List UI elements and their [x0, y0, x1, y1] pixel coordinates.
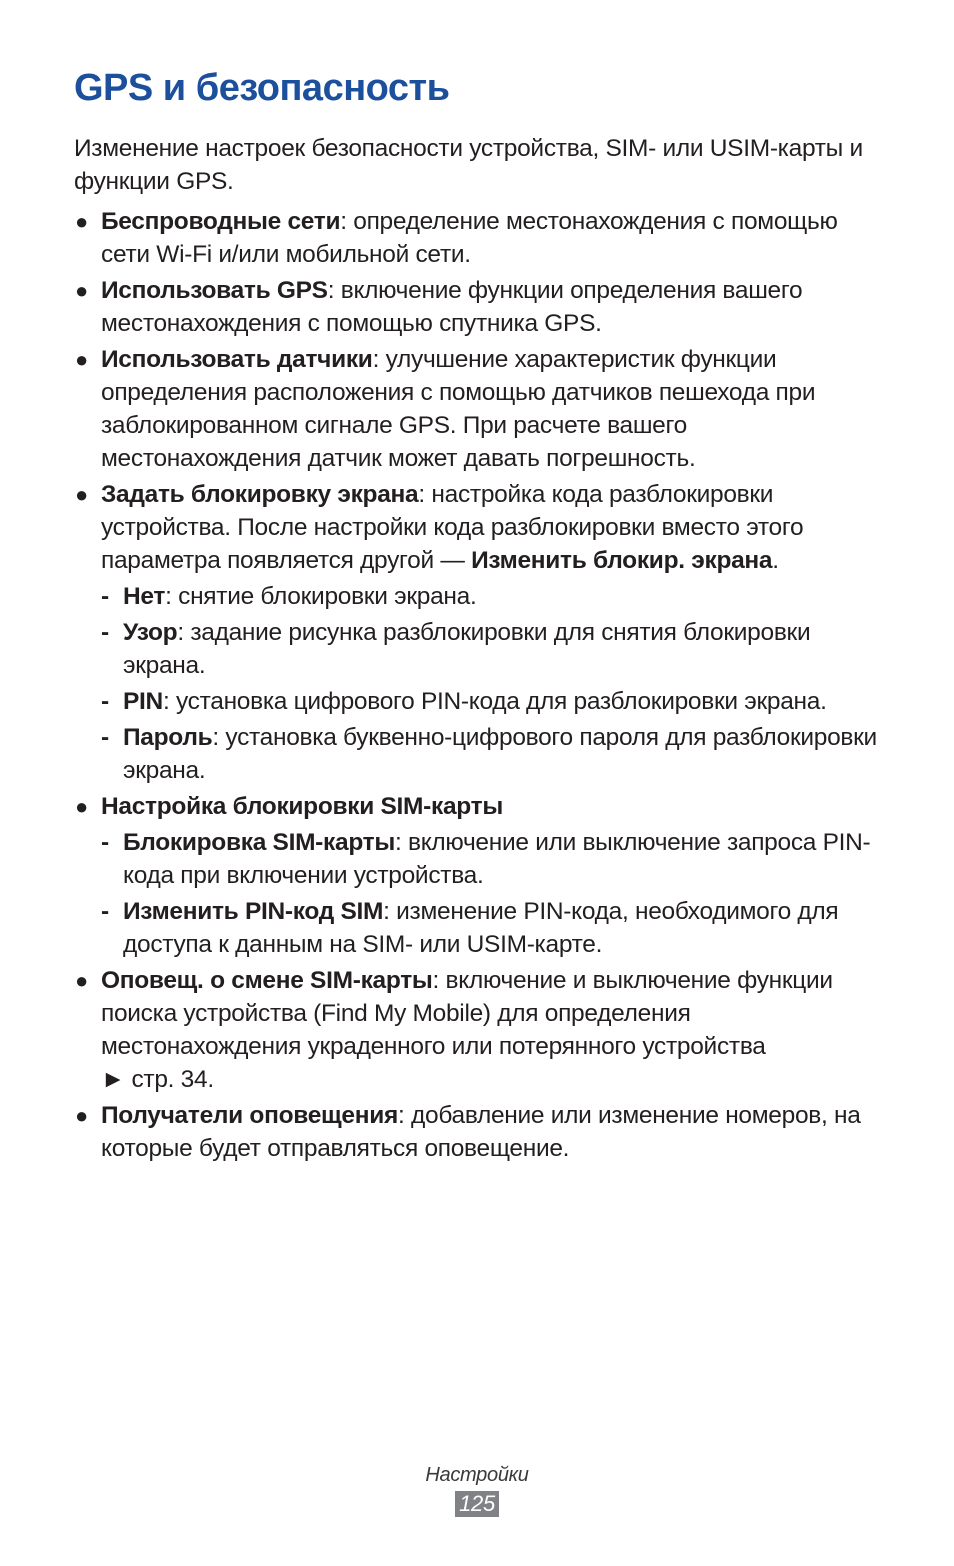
- sub-item-desc: : установка буквенно-цифрового пароля для разблокировки экрана.: [123, 723, 877, 784]
- sub-item-desc: : включение или выключение запроса PIN-кода при включении устройства.: [123, 828, 871, 889]
- page-footer: [0, 1462, 954, 1517]
- page-number: 125: [455, 1491, 499, 1517]
- item-term: Беспроводные сети: [101, 207, 341, 235]
- dash-icon: -: [101, 828, 109, 856]
- sub-item-desc: : задание рисунка разблокировки для снятия блокировки экрана.: [123, 618, 811, 679]
- item-term: Задать блокировку экрана: [101, 480, 419, 508]
- intro-paragraph: Изменение настроек безопасности устройства, SIM- или USIM-карты и функции GPS.: [74, 134, 863, 195]
- bullet-icon: ●: [75, 208, 88, 234]
- page-title: GPS и безопасность: [74, 67, 450, 109]
- dash-icon: -: [101, 618, 109, 646]
- sub-item-sim-lock: [101, 826, 884, 892]
- item-desc: : определение местонахождения с помощью сети Wi-Fi и/или мобильной сети.: [101, 207, 838, 268]
- item-desc: : улучшение характеристик функции определения расположения с помощью датчиков пешехода при заблокированном сигнале GPS. При расчете вашего местонахождения датчик может давать погрешность.: [101, 345, 816, 472]
- list-item-sim-change-alert: [74, 964, 884, 1096]
- item-desc-bold: Изменить блокир. экрана: [471, 546, 773, 574]
- dash-icon: -: [101, 897, 109, 925]
- list-item-alert-recipients: [74, 1099, 884, 1165]
- sub-item-term: Блокировка SIM-карты: [123, 828, 395, 856]
- item-term: Оповещ. о смене SIM-карты: [101, 966, 433, 994]
- sub-item-pin: [101, 685, 884, 718]
- item-term: Использовать GPS: [101, 276, 328, 304]
- settings-list: [74, 205, 884, 1165]
- footer-section-name: Настройки: [425, 1464, 529, 1486]
- screen-lock-sub-list: [101, 580, 884, 787]
- item-term: Настройка блокировки SIM-карты: [101, 792, 503, 820]
- sub-item-password: [101, 721, 884, 787]
- item-desc-end: .: [772, 546, 779, 574]
- sub-item-term: Узор: [123, 618, 178, 646]
- item-desc: : настройка кода разблокировки устройства. После настройки кода разблокировки вместо этого параметра появляется другой —: [101, 480, 804, 574]
- list-item-use-gps: [74, 274, 884, 340]
- page-number-wrap: [0, 1491, 954, 1517]
- sub-item-desc: : установка цифрового PIN-кода для разблокировки экрана.: [162, 687, 827, 715]
- sub-item-change-sim-pin: [101, 895, 884, 961]
- dash-icon: -: [101, 723, 109, 751]
- list-item-wireless-networks: [74, 205, 884, 271]
- list-item-screen-lock: [74, 478, 884, 787]
- sub-item-desc: : изменение PIN-кода, необходимого для доступа к данным на SIM- или USIM-карте.: [123, 897, 839, 958]
- sub-item-pattern: [101, 616, 884, 682]
- sub-item-none: [101, 580, 884, 613]
- bullet-icon: ●: [75, 793, 88, 819]
- sim-lock-sub-list: [101, 826, 884, 961]
- item-desc: : включение функции определения вашего местонахождения с помощью спутника GPS.: [101, 276, 803, 337]
- page-reference: ► стр. 34.: [101, 1065, 214, 1093]
- dash-icon: -: [101, 582, 109, 610]
- bullet-icon: ●: [75, 346, 88, 372]
- list-item-sim-lock-settings: [74, 790, 884, 961]
- bullet-icon: ●: [75, 1102, 88, 1128]
- bullet-icon: ●: [75, 967, 88, 993]
- sub-item-term: Нет: [123, 582, 166, 610]
- item-desc: : добавление или изменение номеров, на которые будет отправляться оповещение.: [101, 1101, 861, 1162]
- sub-item-term: Изменить PIN-код SIM: [123, 897, 384, 925]
- item-desc: : включение и выключение функции поиска устройства (Find My Mobile) для определения местонахождения украденного или потерянного устройства: [101, 966, 833, 1060]
- dash-icon: -: [101, 687, 109, 715]
- sub-item-term: PIN: [123, 687, 163, 715]
- item-term: Использовать датчики: [101, 345, 373, 373]
- list-item-use-sensors: [74, 343, 884, 475]
- document-page: [74, 66, 884, 1168]
- sub-item-term: Пароль: [123, 723, 213, 751]
- bullet-icon: ●: [75, 481, 88, 507]
- sub-item-desc: : снятие блокировки экрана.: [165, 582, 477, 610]
- bullet-icon: ●: [75, 277, 88, 303]
- item-term: Получатели оповещения: [101, 1101, 398, 1129]
